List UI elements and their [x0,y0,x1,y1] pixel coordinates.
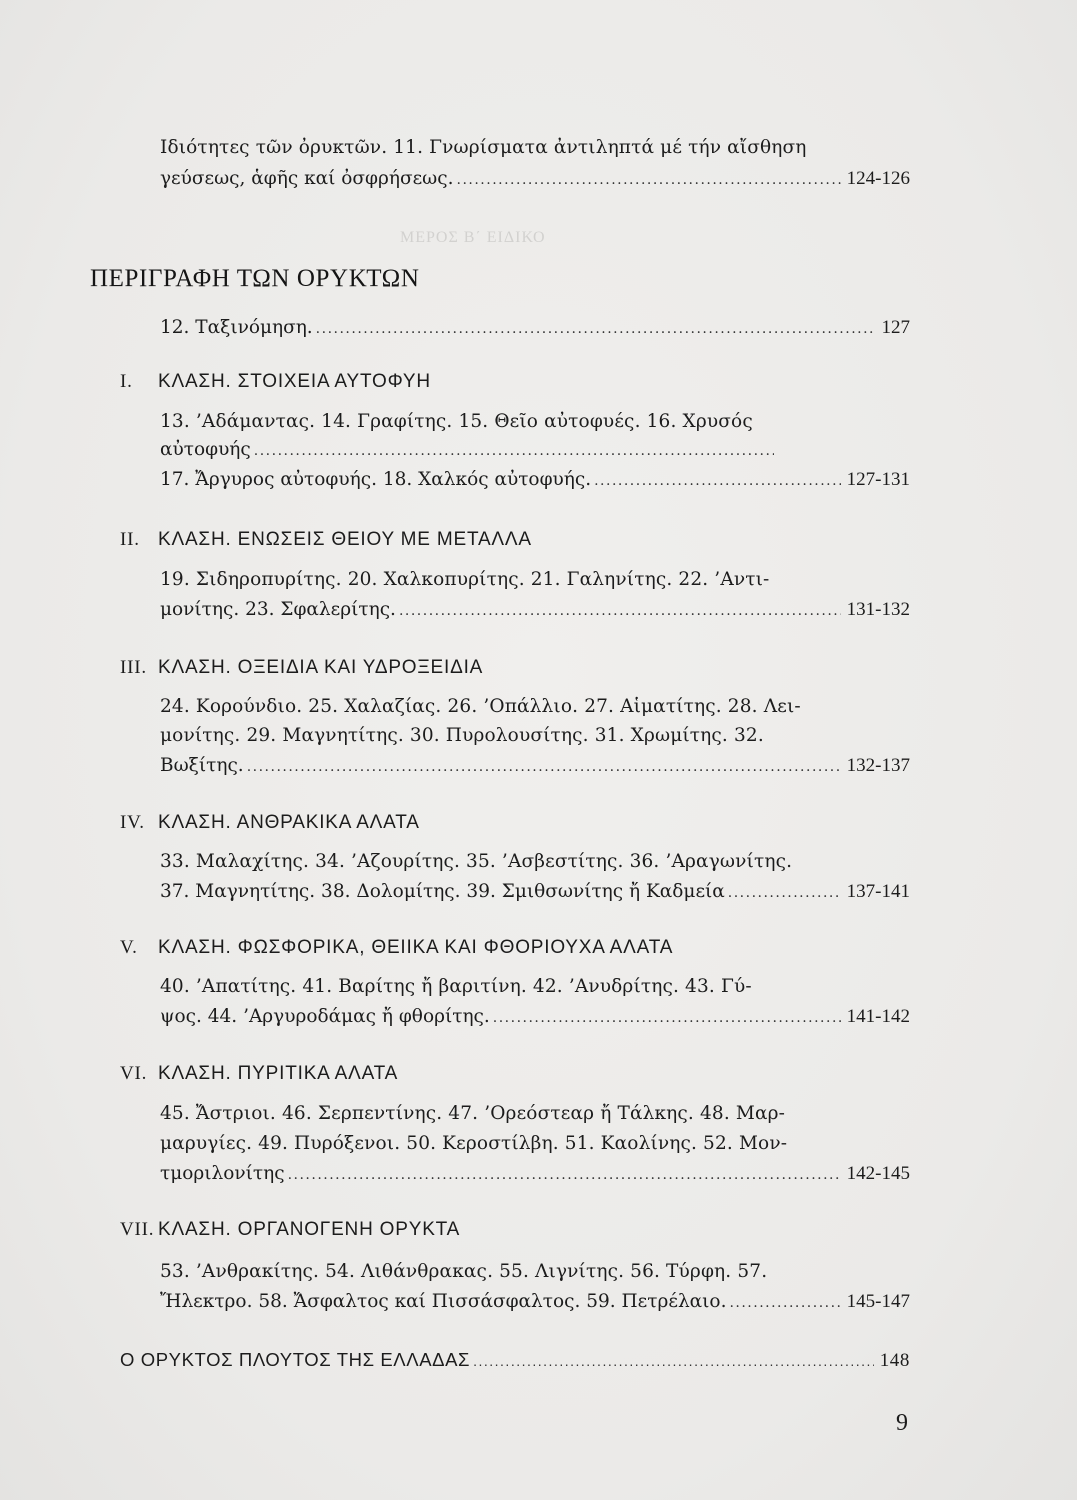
taxonomy-entry [160,316,910,341]
class-entry [160,1162,910,1187]
class-pages: 131-132 [846,599,910,620]
class-title: ΚΛΑΣΗ. ΠΥΡΙΤΙΚΑ ΑΛΑΤΑ [158,1063,399,1084]
class-heading [120,656,483,680]
leader-dots [493,1006,841,1030]
class-entry [160,598,910,623]
class-line: 19. Σιδηροπυρίτης. 20. Χαλκοπυρίτης. 21. Γαληνίτης. 22. ’Αντι- [160,569,770,590]
class-line: 37. Μαγνητίτης. 38. Δολομίτης. 39. Σμιθσωνίτης ἤ Καδμεία [160,881,725,902]
intro-entry [160,167,910,192]
class-line: μονίτης. 29. Μαγνητίτης. 30. Πυρολουσίτης. 31. Χρωμίτης. 32. [160,725,764,746]
taxonomy-text: 12. Ταξινόμηση. [160,317,313,338]
class-entry [160,1005,910,1030]
class-entry [160,880,910,905]
class-pages: 132-137 [846,755,910,776]
taxonomy-pages: 127 [881,317,910,338]
leader-dots [247,755,841,779]
class-heading [120,1218,460,1242]
class-entry [160,754,910,779]
class-line: 53. ’Ανθρακίτης. 54. Λιθάνθρακας. 55. Λιγνίτης. 56. Τύρφη. 57. [160,1261,768,1282]
intro-pages: 124-126 [846,168,910,189]
class-line: 13. ’Αδάμαντας. 14. Γραφίτης. 15. Θεῖο αὐτοφυές. 16. Χρυσός [160,411,753,432]
leader-dots [254,439,774,463]
class-number: V. [120,937,138,958]
class-entry [160,468,910,493]
part-heading-faint: ΜΕΡΟΣ Β΄ ΕΙΔΙΚΟ [400,229,546,246]
class-line: Βωξίτης. [160,755,244,776]
class-line: μονίτης. 23. Σφαλερίτης. [160,599,396,620]
closing-text: Ο ΟΡΥΚΤΟΣ ΠΛΟΥΤΟΣ ΤΗΣ ΕΛΛΑΔΑΣ [120,1349,471,1370]
leader-dots [457,168,841,192]
class-title: ΚΛΑΣΗ. ΕΝΩΣΕΙΣ ΘΕΙΟΥ ΜΕ ΜΕΤΑΛΛΑ [158,529,532,550]
class-line: 40. ’Απατίτης. 41. Βαρίτης ἤ βαριτίνη. 42. ’Ανυδρίτης. 43. Γύ- [160,976,752,997]
class-number: II. [120,529,140,550]
leader-dots [399,599,841,623]
leader-dots [728,881,841,905]
class-heading [120,1062,398,1086]
class-pages: 145-147 [846,1291,910,1312]
leader-dots [316,317,876,341]
leader-dots [594,469,841,493]
class-line: αὐτοφυής [160,439,251,460]
leader-dots [473,1349,874,1373]
class-title: ΚΛΑΣΗ. ΣΤΟΙΧΕΙΑ ΑΥΤΟΦΥΗ [158,371,431,392]
closing-entry [120,1348,910,1373]
page-number: 9 [896,1410,908,1436]
class-pages: 137-141 [846,881,910,902]
class-heading [120,936,673,960]
intro-line-2: γεύσεως, ἁφῆς καί ὀσφρήσεως. [160,168,454,189]
class-title: ΚΛΑΣΗ. ΦΩΣΦΟΡΙΚΑ, ΘΕΙΙΚΑ ΚΑΙ ΦΘΟΡΙΟΥΧΑ ΑΛΑΤΑ [158,937,674,958]
class-heading [120,528,532,552]
class-line: ψος. 44. ’Αργυροδάμας ἤ φθορίτης. [160,1006,490,1027]
class-entry [160,1290,910,1315]
class-pages: 127-131 [846,469,910,490]
class-number: VII. [120,1219,155,1240]
class-title: ΚΛΑΣΗ. ΑΝΘΡΑΚΙΚΑ ΑΛΑΤΑ [158,812,420,833]
class-line: 17. Ἄργυρος αὐτοφυής. 18. Χαλκός αὐτοφυής. [160,469,592,490]
class-line: 45. Ἄστριοι. 46. Σερπεντίνης. 47. ’Ορεόστεαρ ἤ Τάλκης. 48. Μαρ- [160,1103,786,1124]
class-line: τμοριλονίτης [160,1163,285,1184]
class-heading [120,370,431,394]
leader-dots [288,1163,841,1187]
class-number: IV. [120,812,145,833]
class-pages: 141-142 [846,1006,910,1027]
class-line: 33. Μαλαχίτης. 34. ’Αζουρίτης. 35. ’Ασβεστίτης. 36. ’Αραγωνίτης. [160,851,793,872]
class-number: VI. [120,1063,148,1084]
class-line: μαρυγίες. 49. Πυρόξενοι. 50. Κεροστίλβη. 51. Καολίνης. 52. Μον- [160,1133,788,1154]
intro-line-1: Ιδιότητες τῶν ὀρυκτῶν. 11. Γνωρίσματα ἀντιληπτά μέ τήν αἴσθηση [160,137,807,158]
leader-dots [729,1291,840,1315]
class-pages: 142-145 [846,1163,910,1184]
class-line: Ἤλεκτρο. 58. Ἄσφαλτος καί Πισσάσφαλτος. 59. Πετρέλαιο. [160,1291,727,1312]
class-line: 24. Κορούνδιο. 25. Χαλαζίας. 26. ’Οπάλλιο. 27. Αἱματίτης. 28. Λει- [160,696,801,717]
main-title: ΠΕΡΙΓΡΑΦΗ ΤΩΝ ΟΡΥΚΤΩΝ [90,265,420,292]
class-number: I. [120,371,133,392]
closing-pages: 148 [879,1350,910,1371]
class-title: ΚΛΑΣΗ. ΟΡΓΑΝΟΓΕΝΗ ΟΡΥΚΤΑ [158,1219,461,1240]
class-title: ΚΛΑΣΗ. ΟΞΕΙΔΙΑ ΚΑΙ ΥΔΡΟΞΕΙΔΙΑ [158,657,484,678]
class-heading [120,811,420,835]
class-number: III. [120,657,147,678]
class-entry-line [160,438,780,463]
